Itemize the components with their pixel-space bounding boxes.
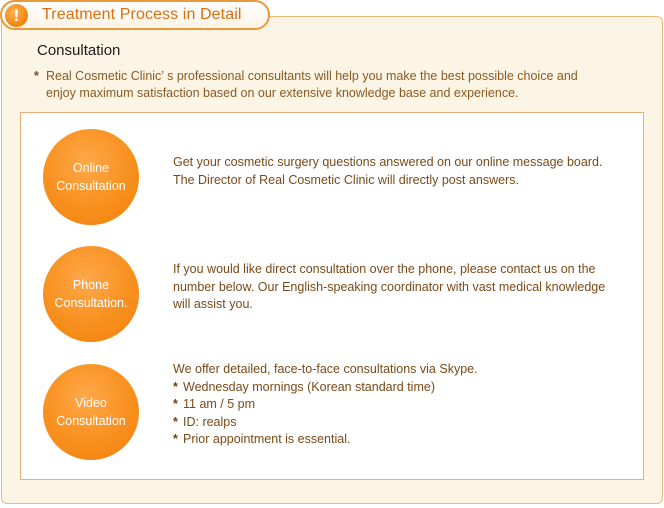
section-heading: Consultation — [37, 42, 121, 59]
bullet-item — [173, 396, 643, 414]
section-tab — [0, 0, 270, 30]
phone-consultation-badge — [43, 246, 139, 342]
bullet-text: Wednesday mornings (Korean standard time) — [183, 379, 435, 394]
badge-label-line1: Phone — [72, 278, 110, 292]
bullet-star: * — [173, 397, 178, 411]
bullet-text: ID: realps — [183, 414, 237, 429]
phone-consultation-description — [173, 261, 643, 314]
online-consultation-badge — [43, 129, 139, 225]
description-line: will assist you. — [173, 297, 253, 311]
page-title: Treatment Process in Detail — [42, 6, 242, 23]
online-consultation-description — [173, 154, 643, 189]
intro-text — [34, 68, 634, 102]
video-consultation-description — [173, 361, 643, 449]
intro-line-1: Real Cosmetic Clinic’ s professional consultants will help you make the best possible choice and — [46, 69, 578, 83]
bullet-item — [173, 414, 643, 432]
bullet-item — [173, 431, 643, 449]
intro-line-2: enjoy maximum satisfaction based on our extensive knowledge base and experience. — [46, 86, 519, 100]
intro-star: * — [34, 69, 39, 83]
badge-label-line1: Online — [72, 161, 110, 175]
badge-label-line2: Consultation. — [54, 296, 128, 310]
description-line: If you would like direct consultation over the phone, please contact us on the — [173, 262, 596, 276]
description-line: The Director of Real Cosmetic Clinic will directly post answers. — [173, 172, 519, 187]
bullet-star: * — [173, 379, 178, 394]
bullet-text: Prior appointment is essential. — [183, 432, 351, 446]
description-line: Get your cosmetic surgery questions answered on our online message board. — [173, 155, 603, 169]
bullet-text: 11 am / 5 pm — [183, 397, 256, 411]
description-line: number below. Our English-speaking coordinator with vast medical knowledge — [173, 279, 606, 294]
video-consultation-badge — [43, 364, 139, 460]
bullet-star: * — [173, 432, 178, 446]
badge-label-line1: Video — [75, 396, 107, 410]
consultation-box — [20, 112, 644, 480]
exclamation-icon: ! — [5, 4, 28, 27]
description-line: We offer detailed, face-to-face consultations via Skype. — [173, 362, 478, 376]
bullet-item — [173, 379, 643, 397]
badge-label-line2: Consultation — [56, 179, 126, 193]
bullet-star: * — [173, 414, 178, 429]
badge-label-line2: Consultation — [56, 414, 126, 428]
